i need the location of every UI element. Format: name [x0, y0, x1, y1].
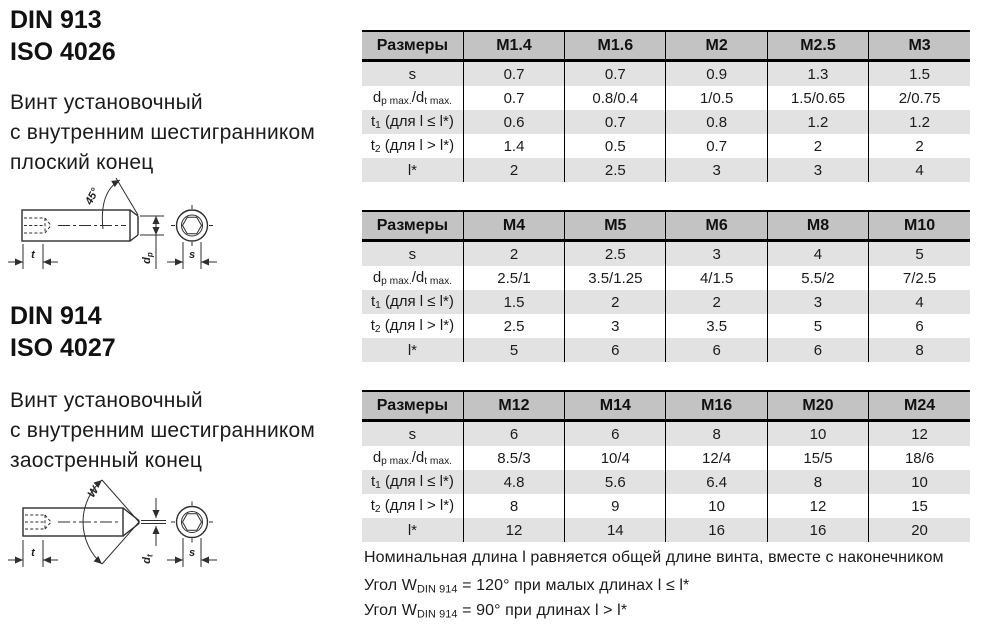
- table-row: [362, 446, 970, 470]
- table-row: [362, 338, 970, 362]
- table-cell: 2/0.75: [869, 86, 970, 110]
- table-header-cell: M4: [463, 211, 564, 241]
- table-cell: 15: [869, 494, 970, 518]
- table-cell: 6: [767, 338, 868, 362]
- row-label: s: [362, 241, 463, 267]
- standard-line-iso4027: ISO 4027: [10, 334, 116, 362]
- table-header-cell: M2: [666, 31, 767, 61]
- table-cell: 5.5/2: [767, 266, 868, 290]
- row-label: t1 (для l ≤ l*): [362, 290, 463, 314]
- table-cell: 18/6: [869, 446, 970, 470]
- table-cell: 16: [767, 518, 868, 542]
- table-header-cell: M10: [869, 211, 970, 241]
- table-cell: 3: [767, 290, 868, 314]
- row-label: l*: [362, 158, 463, 182]
- table-row: [362, 110, 970, 134]
- s-dimension-label: s: [188, 249, 196, 261]
- description-line: Винт установочный: [10, 389, 203, 412]
- table-cell: 3: [767, 158, 868, 182]
- row-label: t2 (для l > l*): [370, 496, 455, 516]
- row-label: s: [362, 421, 463, 447]
- table-header-cell: M14: [565, 391, 666, 421]
- table-cell: 0.6: [463, 110, 564, 134]
- table-cell: 12: [463, 518, 564, 542]
- table-cell: 0.7: [565, 110, 666, 134]
- chamfer-angle-label: 45°: [83, 186, 102, 207]
- table-cell: 1.5: [463, 290, 564, 314]
- table-cell: 15/5: [767, 446, 868, 470]
- table-cell: 5: [463, 338, 564, 362]
- table-header-cell: M20: [767, 391, 868, 421]
- description-line: Винт установочный: [10, 91, 203, 114]
- row-label: s: [362, 61, 463, 87]
- table-row: [362, 290, 970, 314]
- note-nominal-length: Номинальная длина l равняется общей длине винта, вместе с наконечником: [364, 549, 944, 566]
- table-row: [362, 266, 970, 290]
- dt-dimension-label: $d_t$: [141, 554, 155, 564]
- table-header-cell: M6: [666, 211, 767, 241]
- table-cell: 1.2: [767, 110, 868, 134]
- end-view: [171, 502, 213, 543]
- table-cell: 1.3: [767, 61, 868, 87]
- hex-socket-hidden-lines: [24, 218, 51, 233]
- table-cell: 2: [767, 134, 868, 158]
- table-cell: 0.8/0.4: [565, 86, 666, 110]
- table-row: [362, 134, 970, 158]
- table-cell: 3: [666, 158, 767, 182]
- standard-heading-din913: [10, 4, 116, 68]
- table-cell: 4/1.5: [666, 266, 767, 290]
- table-cell: 3.5/1.25: [565, 266, 666, 290]
- table-cell: 3: [666, 241, 767, 267]
- table-cell: 8: [666, 421, 767, 447]
- dp-dimension-label: $d_p$: [141, 252, 155, 264]
- table-header-row: [362, 31, 970, 61]
- standard-line-din914: DIN 914: [10, 302, 102, 330]
- table-cell: 2: [869, 134, 970, 158]
- table-cell: 6: [666, 338, 767, 362]
- table-header-row: [362, 391, 970, 421]
- table-row: [362, 518, 970, 542]
- table-cell: 10: [869, 470, 970, 494]
- row-label: dp max./dt max.: [372, 268, 452, 288]
- end-view: [171, 205, 213, 246]
- table-cell: 3.5: [666, 314, 767, 338]
- standard-line-iso4026: ISO 4026: [10, 38, 116, 66]
- description-din913: [10, 88, 315, 178]
- table-cell: 1.4: [463, 134, 564, 158]
- table-header-cell: M12: [463, 391, 564, 421]
- row-label: l*: [362, 518, 463, 542]
- table-cell: 2: [666, 290, 767, 314]
- table-header-cell: Размеры: [362, 31, 463, 61]
- table-cell: 10: [666, 494, 767, 518]
- table-cell: 2: [463, 241, 564, 267]
- table-header-cell: Размеры: [362, 391, 463, 421]
- table-cell: 8: [767, 470, 868, 494]
- table-cell: 1.5/0.65: [767, 86, 868, 110]
- table-cell: 0.9: [666, 61, 767, 87]
- t-dimension: [8, 540, 58, 567]
- row-label: dp max./dt max.: [372, 448, 452, 468]
- s-dimension: [167, 242, 217, 269]
- row-label: t1 (для l ≤ l*): [362, 470, 463, 494]
- dimensions-table-m1.4-m3: [362, 30, 970, 182]
- table-cell: 4.8: [463, 470, 564, 494]
- table-cell: 5.6: [565, 470, 666, 494]
- table-row: [362, 61, 970, 87]
- table-cell: 10/4: [565, 446, 666, 470]
- standard-heading-din914: [10, 300, 116, 364]
- row-label: t2 (для l > l*): [370, 136, 455, 156]
- table-cell: 7/2.5: [869, 266, 970, 290]
- table-cell: 6: [869, 314, 970, 338]
- table-cell: 6: [463, 421, 564, 447]
- description-line: плоский конец: [10, 151, 154, 174]
- table-row: [362, 241, 970, 267]
- standard-line-din913: DIN 913: [10, 6, 102, 34]
- table-cell: 2.5: [565, 158, 666, 182]
- dp-dimension: [140, 216, 164, 269]
- table-cell: 6.4: [666, 470, 767, 494]
- table-cell: 2: [565, 290, 666, 314]
- row-label: dp max./dt max.: [372, 88, 452, 108]
- table-cell: 8: [463, 494, 564, 518]
- table-cell: 5: [869, 241, 970, 267]
- table-header-cell: M8: [767, 211, 868, 241]
- table-header-cell: M24: [869, 391, 970, 421]
- table-header-cell: M1.6: [565, 31, 666, 61]
- t-dimension-label: t: [31, 547, 35, 559]
- t-dimension-label: t: [31, 249, 35, 261]
- table-cell: 2.5/1: [463, 266, 564, 290]
- table-cell: 0.7: [565, 61, 666, 87]
- table-cell: 16: [666, 518, 767, 542]
- description-line: заостренный конец: [10, 449, 203, 472]
- table-cell: 10: [767, 421, 868, 447]
- table-header-row: [362, 211, 970, 241]
- t-dimension: [8, 244, 58, 269]
- dimensions-table-m4-m10: [362, 210, 970, 362]
- table-header-cell: M16: [666, 391, 767, 421]
- table-cell: 20: [869, 518, 970, 542]
- table-cell: 4: [869, 290, 970, 314]
- table-header-cell: M5: [565, 211, 666, 241]
- table-cell: 2.5: [565, 241, 666, 267]
- table-cell: 9: [565, 494, 666, 518]
- table-cell: 0.7: [463, 61, 564, 87]
- table-cell: 1.5: [869, 61, 970, 87]
- table-row: [362, 470, 970, 494]
- table-cell: 1/0.5: [666, 86, 767, 110]
- table-header-cell: Размеры: [362, 211, 463, 241]
- description-line: с внутренним шестигранником: [10, 419, 316, 442]
- table-cell: 12: [869, 421, 970, 447]
- table-header-cell: M3: [869, 31, 970, 61]
- dt-dimension: [141, 498, 166, 564]
- table-cell: 6: [565, 338, 666, 362]
- table-cell: 4: [869, 158, 970, 182]
- table-header-cell: M2.5: [767, 31, 868, 61]
- table-cell: 3: [565, 314, 666, 338]
- table-cell: 12/4: [666, 446, 767, 470]
- s-dimension-label: s: [188, 547, 196, 559]
- description-din914: [10, 386, 315, 476]
- row-label: l*: [362, 338, 463, 362]
- row-label: t2 (для l > l*): [370, 316, 455, 336]
- table-cell: 1.2: [869, 110, 970, 134]
- note-angle-120: Угол WDIN 914 = 120° при малых длинах l ≤ l*: [364, 577, 690, 596]
- table-cell: 0.5: [565, 134, 666, 158]
- description-line: с внутренним шестигранником: [10, 121, 316, 144]
- table-row: [362, 494, 970, 518]
- table-cell: 4: [767, 241, 868, 267]
- table-row: [362, 86, 970, 110]
- dimensions-table-m12-m24: [362, 390, 970, 542]
- table-cell: 8: [869, 338, 970, 362]
- table-cell: 0.7: [463, 86, 564, 110]
- cone-angle-label: W: [85, 484, 102, 500]
- table-cell: 6: [565, 421, 666, 447]
- row-label: t1 (для l ≤ l*): [362, 110, 463, 134]
- flat-point-screw-drawing: [4, 172, 239, 277]
- table-cell: 0.8: [666, 110, 767, 134]
- table-row: [362, 421, 970, 447]
- note-angle-90: Угол WDIN 914 = 90° при длинах l > l*: [364, 602, 628, 621]
- table-cell: 5: [767, 314, 868, 338]
- table-cell: 14: [565, 518, 666, 542]
- cone-point-screw-drawing: [4, 468, 239, 576]
- table-row: [362, 314, 970, 338]
- table-row: [362, 158, 970, 182]
- table-cell: 2: [463, 158, 564, 182]
- table-header-cell: M1.4: [463, 31, 564, 61]
- table-cell: 2.5: [463, 314, 564, 338]
- table-cell: 12: [767, 494, 868, 518]
- table-cell: 0.7: [666, 134, 767, 158]
- table-cell: 8.5/3: [463, 446, 564, 470]
- hex-socket-hidden-lines: [25, 515, 51, 529]
